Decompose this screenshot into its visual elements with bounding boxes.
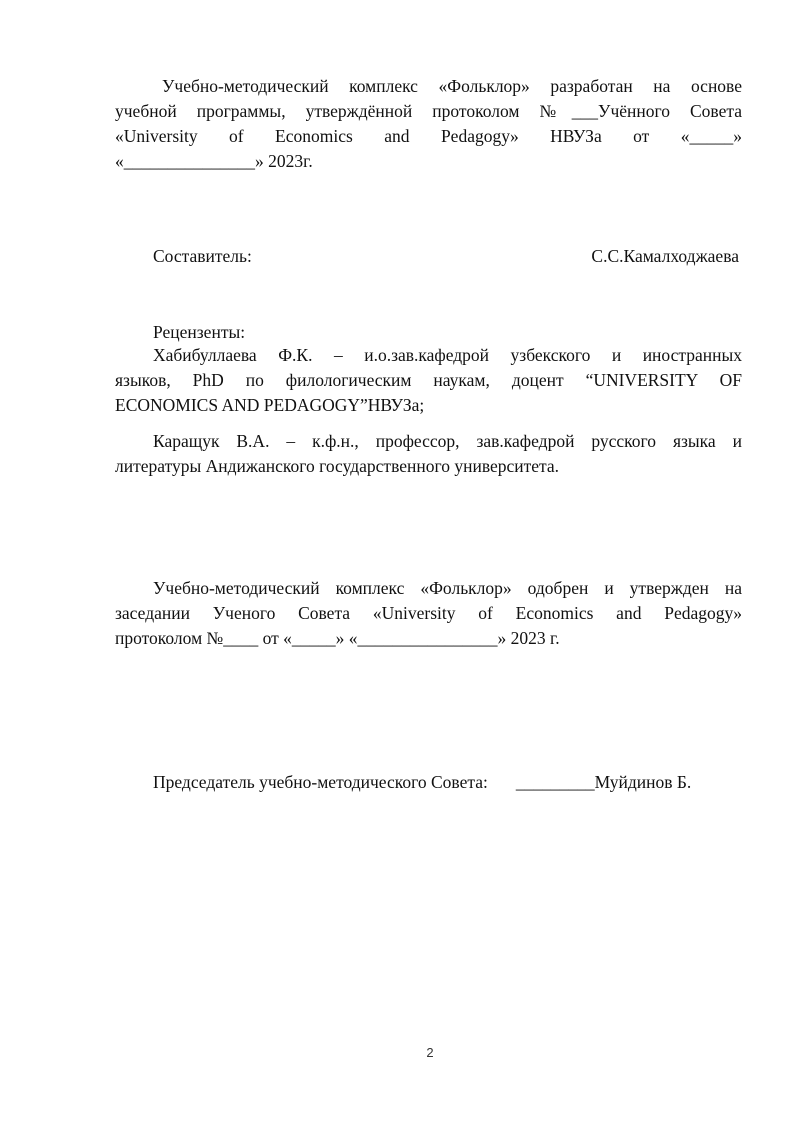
reviewer-2-paragraph <box>115 429 742 479</box>
reviewer-1-paragraph <box>115 343 742 418</box>
chairman-row <box>153 770 731 795</box>
intro-line-1: Учебно-методический комплекс «Фольклор» разработан на основе <box>162 76 742 96</box>
intro-line-3: «University of Economics and Pedagogy» НВУЗа от «_____» <box>115 126 742 146</box>
compiler-label: Составитель: <box>153 246 252 266</box>
reviewer-1-line-3: ECONOMICS AND PEDAGOGY”НВУЗа; <box>115 395 425 415</box>
approval-paragraph <box>115 576 742 651</box>
approval-line-3: протоколом №____ от «_____» «________________» 2023 г. <box>115 628 560 648</box>
chairman-signature: _________Муйдинов Б. <box>515 772 692 792</box>
intro-line-4: «_______________» 2023г. <box>115 151 313 171</box>
reviewer-1-line-1: Хабибуллаева Ф.К. – и.о.зав.кафедрой узбекского и иностранных <box>153 345 742 365</box>
compiler-row <box>153 244 739 269</box>
chairman-label: Председатель учебно-методического Совета: <box>153 772 488 792</box>
reviewers-heading: Рецензенты: <box>153 322 246 342</box>
approval-line-1: Учебно-методический комплекс «Фольклор» одобрен и утвержден на <box>153 578 742 598</box>
intro-paragraph <box>115 74 742 174</box>
reviewer-2-line-2: литературы Андижанского государственного университета. <box>115 456 560 476</box>
intro-line-2: учебной программы, утверждённой протоколом №___Учённого Совета <box>115 101 742 121</box>
reviewer-2-line-1: Каращук В.А. – к.ф.н., профессор, зав.кафедрой русского языка и <box>153 431 742 451</box>
compiler-name: С.С.Камалходжаева <box>591 246 739 266</box>
reviewer-1-line-2: языков, PhD по филологическим наукам, доцент “UNIVERSITY OF <box>115 370 742 390</box>
approval-line-2: заседании Ученого Совета «University of Economics and Pedagogy» <box>115 603 742 623</box>
page-number: 2 <box>426 1045 434 1060</box>
